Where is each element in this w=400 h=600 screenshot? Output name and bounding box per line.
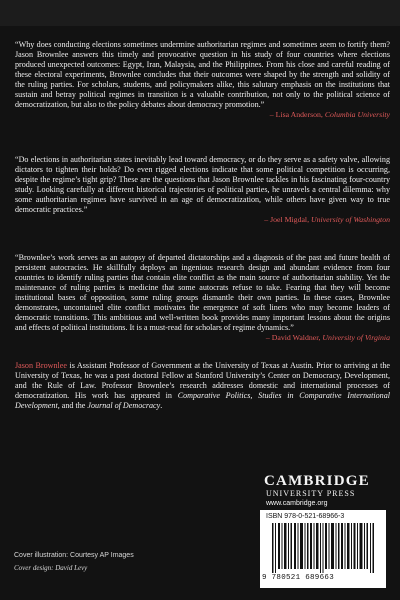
author-bio: [15, 361, 390, 411]
bio-text: .: [160, 401, 163, 411]
illustration-credit: Cover illustration: Courtesy AP Images: [14, 552, 134, 559]
blurb-anderson: [15, 40, 390, 120]
design-credit: Cover design: David Levy: [14, 564, 88, 572]
barcode-panel: [260, 510, 386, 588]
blurb-author: – David Waldner,: [265, 333, 321, 343]
blurb-text: “Do elections in authoritarian states inevitably lead toward democracy, or do they serve as a safety valve, allowing dictators to tighten their holds? Do even rigged elections indicate that some political competition is occurring, despite the regime’s tight grip? These are the questions that Jason Brownlee tackles in his fascinating four-country study. Looking carefully at different historical trajectories of political parties, he unravels a central dilemma: why some authoritarian regimes have survived in an age of democratization, while others have given way to true democratic practices.”: [15, 155, 390, 215]
isbn-label: ISBN 978-0-521-68966-3: [266, 513, 345, 520]
blurb-affiliation: University of Virginia: [322, 333, 390, 343]
barcode-icon: [272, 523, 376, 573]
top-band: [0, 0, 400, 26]
blurb-text: “Why does conducting elections sometimes undermine authoritarian regimes and sometimes seem to fortify them? Jason Brownlee answers this timely and provocative question in his study of four countries where elections produced unexpected outcomes: Egypt, Iran, Malaysia, and the Philippines. From his close and careful reading of these electoral experiments, Brownlee concludes that their outcomes were shaped by the strength and solidity of the ruling parties. For scholars, students, and policymakers alike, this salutary emphasis on the institutions that sustain and betray political regimes in transition is a valuable contribution, not only to the political science of democratization, but also to the policy debates about democracy promotion.”: [15, 40, 390, 110]
barcode-number: 9 780521 689663: [262, 574, 335, 582]
blurb-author: – Lisa Anderson,: [269, 110, 323, 120]
bio-text: is Assistant Professor of Government at the University of Texas at Austin. Prior to arriving at the University of Texas, he was a post doctoral Fellow at Stanford University’s Center on Democracy, Development, and the Rule of Law. Professor Brownlee’s research addresses domestic and international processes of democratization. His work has appeared in: [15, 361, 390, 401]
blurb-affiliation: University of Washington: [311, 215, 390, 225]
publisher-url: www.cambridge.org: [266, 500, 328, 507]
blurb-text: “Brownlee’s work serves as an autopsy of departed dictatorships and a diagnosis of the past and future health of persistent autocracies. He skillfully deploys an ingenious research design and abundant evidence from four countries to identify ruling parties that contain elite conflict as the main source of authoritarian stability. Yet the maintenance of ruling parties is medicine that some autocrats refuse to take. Fearing that they will become institutional bases of opposition, some ruling groups dismantle their own parties. In these cases, Brownlee demonstrates, uncontained elite conflict motivates the emergence of soft liners who may become leaders of democratic transitions. This ambitious and well-written book provides many important lessons about the origins and effects of political institutions. It is a must-read for scholars of regime dynamics.”: [15, 253, 390, 333]
publisher-subtitle: UNIVERSITY PRESS: [266, 489, 356, 498]
author-name: Jason Brownlee: [15, 361, 67, 370]
blurb-author: – Joel Migdal,: [264, 215, 310, 225]
blurb-migdal: [15, 155, 390, 225]
blurb-attribution: [15, 333, 390, 343]
bio-journals: Comparative Politics, Studies in Comparative International Development,: [15, 391, 390, 411]
bio-journal: Journal of Democracy: [87, 401, 161, 411]
blurb-attribution: [15, 215, 390, 225]
blurb-affiliation: Columbia University: [324, 110, 390, 120]
blurb-waldner: [15, 253, 390, 343]
blurb-attribution: [15, 110, 390, 120]
publisher-name: CAMBRIDGE: [264, 473, 370, 489]
publisher-logo: [264, 474, 392, 507]
bio-text: and the: [59, 401, 88, 411]
